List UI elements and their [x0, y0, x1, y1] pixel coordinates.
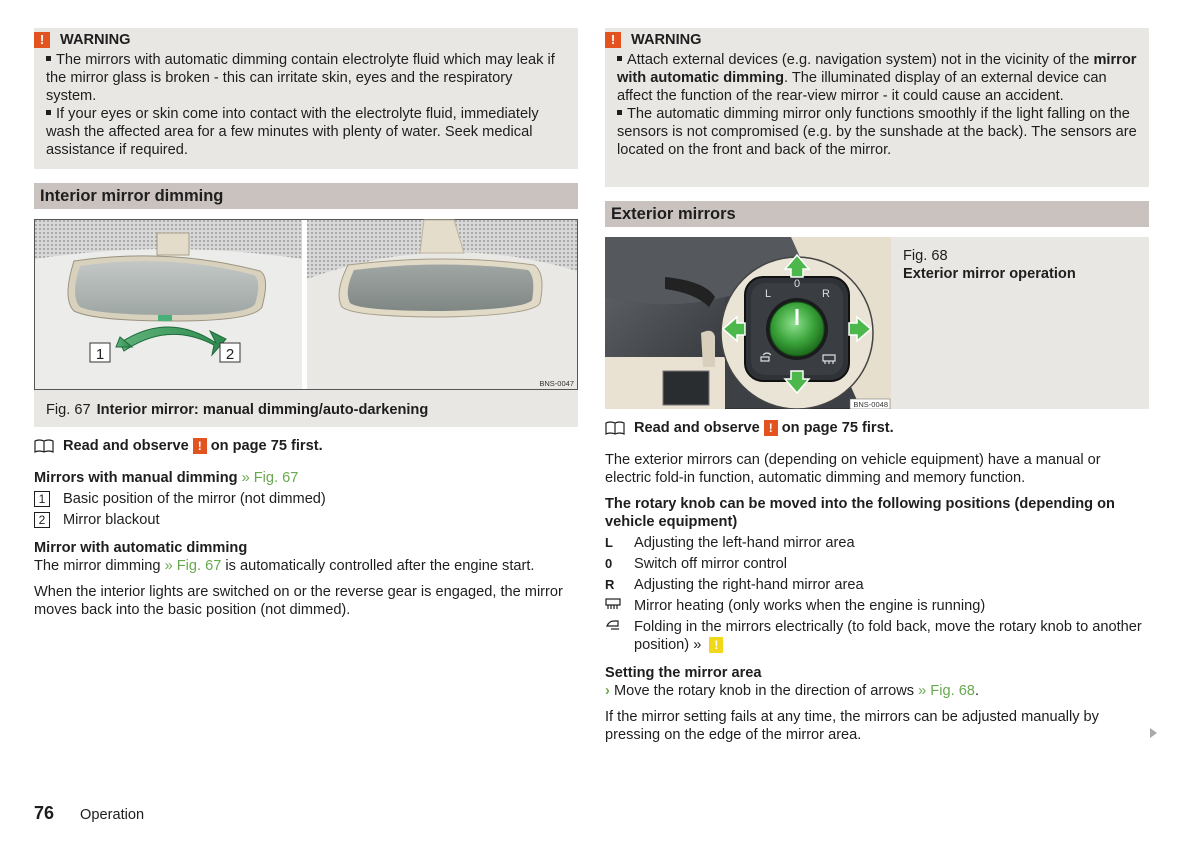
- read-and-observe: Read and observe ! on page 75 first.: [34, 437, 578, 455]
- figure-link[interactable]: » Fig. 67: [241, 470, 299, 486]
- warning-label: WARNING: [60, 32, 131, 48]
- position-symbol-0: 0: [605, 556, 613, 571]
- bullet-icon: [617, 56, 622, 61]
- figure-caption: [34, 395, 578, 427]
- warning-label: WARNING: [631, 32, 702, 48]
- list-item: Folding in the mirrors electrically (to fold back, move the rotary knob to another position) » !: [605, 618, 1149, 654]
- page-number: 76: [34, 803, 55, 823]
- interior-paragraph: When the interior lights are switched on or the reverse gear is engaged, the mirror moves back into the basic position (not dimmed).: [34, 584, 563, 618]
- warning-icon: !: [34, 32, 50, 48]
- callout-2: 2: [225, 346, 235, 363]
- interior-mirror-illustration: [34, 219, 578, 390]
- figure-68: [605, 237, 1149, 409]
- warning-icon: !: [605, 32, 621, 48]
- callout-1: 1: [95, 346, 105, 363]
- warning-paragraph: The mirrors with automatic dimming contain electrolyte fluid which may leak if the mirror glass is broken - this can irritate skin, eyes and the respiratory system.: [46, 52, 555, 104]
- figure-link[interactable]: » Fig. 67: [164, 558, 222, 574]
- figure-title: Interior mirror: manual dimming/auto-darkening: [96, 402, 429, 418]
- read-and-observe: Read and observe ! on page 75 first.: [605, 419, 1149, 437]
- list-item: 0 Switch off mirror control: [605, 556, 788, 572]
- knob-label-r: R: [822, 288, 830, 300]
- list-item: 2 Mirror blackout: [34, 511, 578, 529]
- list-item: 1 Basic position of the mirror (not dimmed): [34, 490, 578, 508]
- section-heading: Exterior mirrors: [605, 201, 1149, 227]
- figure-code: BNS-0048: [853, 400, 888, 409]
- warning-header: [39, 30, 566, 50]
- right-column: [605, 28, 1149, 744]
- callout-number: 2: [34, 512, 50, 528]
- position-symbol-l: L: [605, 535, 613, 550]
- list-item: L Adjusting the left-hand mirror area: [605, 535, 855, 551]
- auto-heading: Mirror with automatic dimming: [34, 540, 248, 556]
- warning-paragraph: If your eyes or skin come into contact with the electrolyte fluid, immediately wash the affected area for a few minutes with plenty of water. Seek medical assistance if required.: [46, 106, 539, 158]
- warning-icon: !: [764, 420, 778, 436]
- positions-heading: The rotary knob can be moved into the following positions (depending on vehicle equipment): [605, 496, 1115, 530]
- figure-67: [34, 219, 578, 427]
- exterior-mirror-control-illustration: [605, 237, 891, 409]
- manual-heading: Mirrors with manual dimming » Fig. 67: [34, 470, 299, 486]
- setting-step: › Move the rotary knob in the direction of arrows » Fig. 68.: [605, 683, 979, 699]
- chapter-name: Operation: [80, 807, 145, 823]
- fail-paragraph: If the mirror setting fails at any time, the mirrors can be adjusted manually by pressing on the edge of the mirror area.: [605, 709, 1099, 743]
- warning-paragraph: Attach external devices (e.g. navigation system) not in the vicinity of the mirror with automatic dimming. The illuminated display of an external device can affect the function of the rear-view mirror - it could cause an accident.: [617, 52, 1137, 104]
- list-item: Mirror heating (only works when the engine is running): [605, 597, 1149, 615]
- fold-icon: [605, 618, 634, 636]
- figure-link[interactable]: » Fig. 68: [918, 683, 975, 699]
- warning-paragraph: The automatic dimming mirror only functions smoothly if the light falling on the sensors is not compromised (e.g. by the sunshade at the back). The sensors are located on the front and back of the mirror.: [617, 106, 1137, 158]
- page-footer: [34, 804, 144, 824]
- figure-number: Fig. 67: [46, 402, 91, 418]
- warning-icon: !: [709, 637, 723, 653]
- section-heading: Interior mirror dimming: [34, 183, 578, 209]
- step-arrow-icon: ›: [605, 683, 610, 699]
- left-column: [34, 28, 578, 619]
- heat-icon: [605, 597, 634, 615]
- knob-label-l: L: [764, 288, 772, 300]
- figure-title: Exterior mirror operation: [903, 266, 1076, 282]
- continue-arrow-icon: [1150, 728, 1157, 738]
- warning-box: [605, 28, 1149, 187]
- setting-heading: Setting the mirror area: [605, 665, 762, 681]
- warning-icon: !: [193, 438, 207, 454]
- warning-box: [34, 28, 578, 169]
- bullet-icon: [617, 110, 622, 115]
- bullet-icon: [46, 56, 51, 61]
- figure-code: BNS-0047: [539, 379, 574, 388]
- warning-header: [610, 30, 1137, 50]
- position-symbol-r: R: [605, 577, 615, 592]
- callout-number: 1: [34, 491, 50, 507]
- auto-paragraph: The mirror dimming » Fig. 67 is automatically controlled after the engine start.: [34, 558, 535, 574]
- knob-label-0: 0: [793, 278, 801, 290]
- bullet-icon: [46, 110, 51, 115]
- book-icon: [605, 421, 625, 435]
- figure-number: Fig. 68: [903, 248, 948, 264]
- figure-caption: [891, 237, 1076, 409]
- list-item: R Adjusting the right-hand mirror area: [605, 577, 864, 593]
- intro-paragraph: The exterior mirrors can (depending on vehicle equipment) have a manual or electric fold-in function, automatic dimming and memory function.: [605, 452, 1101, 486]
- book-icon: [34, 439, 54, 453]
